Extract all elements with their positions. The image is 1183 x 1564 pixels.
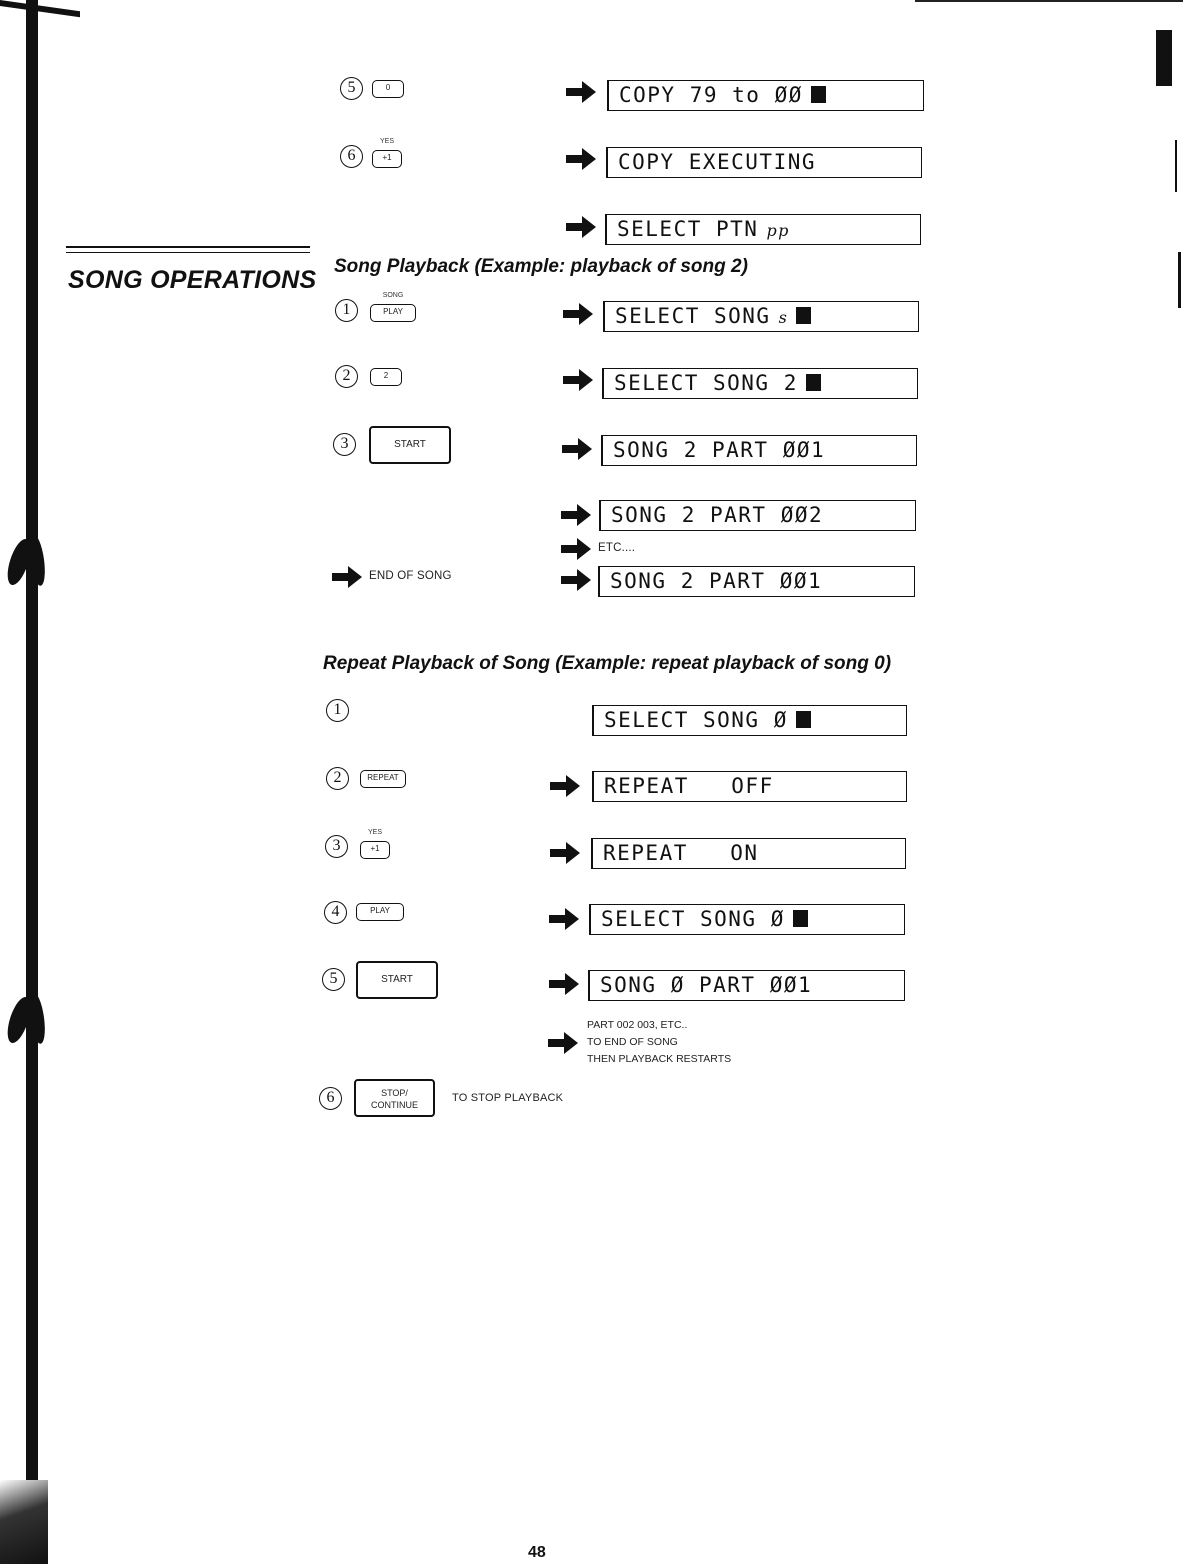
key-label-line: CONTINUE [371, 1100, 418, 1110]
lcd-text: SELECT SONG [615, 304, 771, 328]
right-arrow-icon [561, 538, 591, 560]
edge-line-mark [1175, 140, 1177, 192]
lcd-display [605, 214, 921, 245]
stop-playback-label: TO STOP PLAYBACK [452, 1092, 564, 1104]
repeat-playback-heading: Repeat Playback of Song (Example: repeat playback of song 0) [323, 653, 892, 674]
right-arrow-icon [562, 438, 592, 460]
binding-edge [26, 0, 38, 1564]
lcd-text: REPEAT OFF [604, 774, 774, 798]
key-label-line: STOP/ [381, 1088, 408, 1098]
right-arrow-icon [566, 81, 596, 103]
right-arrow-icon [548, 1032, 578, 1054]
page-number: 48 [528, 1544, 546, 1561]
note-line: TO END OF SONG [587, 1036, 678, 1048]
cursor-block-icon [806, 374, 821, 391]
lcd-text: REPEAT ON [603, 841, 759, 865]
step-number: 3 [325, 835, 348, 858]
right-arrow-icon [566, 148, 596, 170]
lcd-display [591, 838, 906, 869]
lcd-display [601, 435, 917, 466]
right-arrow-icon [549, 973, 579, 995]
lcd-display [588, 970, 905, 1001]
key-button[interactable]: 2 [370, 368, 402, 386]
right-arrow-icon [550, 842, 580, 864]
lcd-text: SONG 2 PART ØØ1 [613, 438, 826, 462]
lcd-text: COPY 79 to ØØ [619, 83, 803, 107]
start-key[interactable]: START [369, 426, 451, 464]
right-arrow-icon [566, 216, 596, 238]
lcd-display [606, 147, 922, 178]
page-top-edge [915, 0, 1183, 2]
lcd-display [602, 368, 918, 399]
right-arrow-icon [549, 908, 579, 930]
section-rule [66, 246, 310, 253]
key-button[interactable]: 0 [372, 80, 404, 98]
right-arrow-icon [332, 566, 362, 588]
lcd-display [607, 80, 924, 111]
lcd-text: SONG Ø PART ØØ1 [600, 973, 813, 997]
right-arrow-icon [561, 504, 591, 526]
right-arrow-icon [550, 775, 580, 797]
start-key[interactable]: START [356, 961, 438, 999]
lcd-display [598, 566, 915, 597]
section-title: SONG OPERATIONS [68, 266, 317, 294]
lcd-text: SELECT SONG Ø [601, 907, 785, 931]
binding-edge-top [0, 0, 80, 17]
step-number: 4 [324, 901, 347, 924]
lcd-text: SONG 2 PART ØØ1 [610, 569, 823, 593]
etc-label: ETC.... [598, 542, 636, 554]
punch-hole [4, 988, 48, 1058]
lcd-display [592, 705, 907, 736]
step-number: 5 [340, 77, 363, 100]
step-number: 6 [340, 145, 363, 168]
step-number: 5 [322, 968, 345, 991]
binding-edge-bottom [0, 1480, 48, 1564]
lcd-variable: s [778, 308, 789, 327]
lcd-text: SONG 2 PART ØØ2 [611, 503, 824, 527]
song-play-key[interactable]: PLAY [370, 304, 416, 322]
cursor-block-icon [796, 307, 811, 324]
step-number: 1 [335, 299, 358, 322]
lcd-text: COPY EXECUTING [618, 150, 817, 174]
key-caption: YES [379, 138, 394, 145]
step-number: 6 [319, 1087, 342, 1110]
key-button[interactable]: +1 [372, 150, 402, 168]
lcd-text: SELECT PTN [617, 217, 759, 241]
right-arrow-icon [561, 569, 591, 591]
stop-continue-key[interactable] [354, 1079, 435, 1117]
repeat-key[interactable]: REPEAT [360, 770, 406, 788]
cursor-block-icon [796, 711, 811, 728]
note-line: PART 002 003, ETC.. [587, 1019, 688, 1031]
note-line: THEN PLAYBACK RESTARTS [587, 1053, 732, 1065]
right-arrow-icon [563, 303, 593, 325]
step-number: 2 [335, 365, 358, 388]
lcd-display [592, 771, 907, 802]
song-playback-heading: Song Playback (Example: playback of song 2) [334, 256, 748, 277]
lcd-display [599, 500, 916, 531]
plus-one-key[interactable]: +1 [360, 841, 390, 859]
punch-hole [4, 530, 48, 600]
lcd-display [589, 904, 905, 935]
cursor-block-icon [811, 86, 826, 103]
step-number: 3 [333, 433, 356, 456]
key-caption: YES [367, 829, 382, 836]
play-key[interactable]: PLAY [356, 903, 404, 921]
lcd-display [603, 301, 919, 332]
lcd-variable: pp [766, 221, 790, 240]
step-number: 2 [326, 767, 349, 790]
end-of-song-label: END OF SONG [369, 570, 452, 582]
cursor-block-icon [793, 910, 808, 927]
lcd-text: SELECT SONG Ø [604, 708, 788, 732]
right-arrow-icon [563, 369, 593, 391]
edge-tab-mark [1156, 30, 1172, 86]
key-caption: SONG [382, 292, 404, 299]
lcd-text: SELECT SONG 2 [614, 371, 798, 395]
edge-line-mark [1178, 252, 1181, 308]
step-number: 1 [326, 699, 349, 722]
playback-note [587, 1017, 731, 1068]
